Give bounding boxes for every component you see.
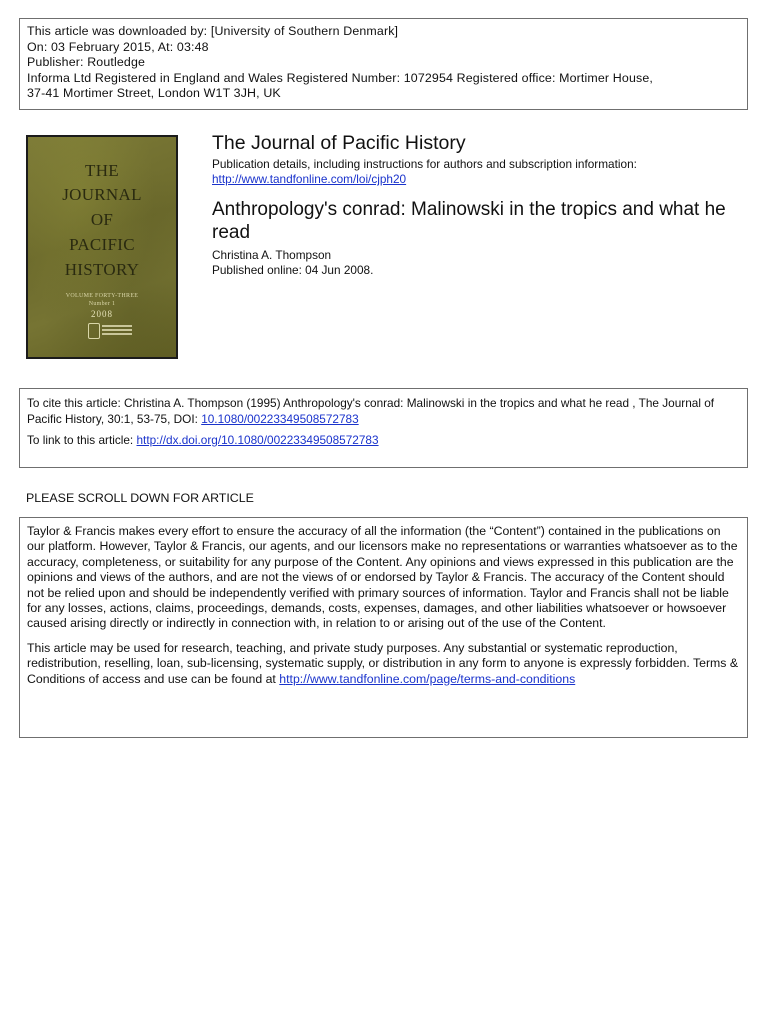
publication-details [212, 157, 637, 187]
cover-year: 2008 [91, 309, 113, 319]
cover-title-line-5: HISTORY [64, 260, 140, 279]
scroll-down-notice: PLEASE SCROLL DOWN FOR ARTICLE [26, 491, 254, 505]
disclaimer-paragraph: Taylor & Francis makes every effort to ensure the accuracy of all the information (the “Content”) contained in the publications on our platform. However, Taylor & Francis, our agents, and our licensors make no representations or warranties whatsoever as to the accuracy, completeness, or suitability for any purpose of the Content. Any opinions and views expressed in this publication are the opinions and views of the authors, and are not the views of or endorsed by Taylor & Francis. The accuracy of the Content should not be relied upon and should be independently verified with primary sources of information. Taylor and Francis shall not be liable for any losses, actions, claims, proceedings, demands, costs, expenses, damages, and other liabilities whatsoever or howsoever caused arising directly or indirectly in connection with, in relation to or arising out of the use of the Content. [27, 524, 738, 631]
doi-link[interactable]: 10.1080/00223349508572783 [201, 412, 359, 426]
cite-paragraph [27, 395, 740, 427]
article-title: Anthropology's conrad: Malinowski in the tropics and what he read [212, 199, 726, 243]
cover-title-line-4: PACIFIC [69, 235, 135, 254]
download-info-box [19, 18, 748, 110]
usage-terms-paragraph [27, 641, 740, 687]
cover-number-text: Number 1 [88, 301, 116, 307]
published-online-date: Published online: 04 Jun 2008. [212, 263, 374, 277]
registration-line: Informa Ltd Registered in England and Wales Registered Number: 1072954 Registered office: Mortimer House, [27, 70, 653, 85]
publisher-logo-icon [88, 323, 100, 339]
terms-and-conditions-link[interactable]: http://www.tandfonline.com/page/terms-and-conditions [279, 671, 576, 686]
cover-title-line-2: JOURNAL [62, 185, 142, 204]
link-label: To link to this article: [27, 433, 137, 447]
cite-text: To cite this article: Christina A. Thompson (1995) Anthropology's conrad: Malinowski in the tropics and what he read , The Journal of Pacific History, 30:1, 53-75, DOI: [27, 396, 715, 426]
link-paragraph [27, 432, 740, 448]
disclaimer-box [19, 517, 748, 738]
cover-title-line-1: THE [85, 161, 119, 180]
usage-terms-text: This article may be used for research, teaching, and private study purposes. Any substantial or systematic reproduction, redistribution, reselling, loan, sub-licensing, systematic supply, or distribution in any form to anyone is expressly forbidden. Terms & Conditions of access and use can be found at [27, 640, 739, 686]
address-line: 37-41 Mortimer Street, London W1T 3JH, UK [27, 86, 281, 100]
author-block [212, 248, 373, 278]
download-date-line: On: 03 February 2015, At: 03:48 [27, 39, 209, 54]
citation-box [19, 388, 748, 468]
publisher-logo-wordmark [102, 325, 132, 327]
downloaded-by-line: This article was downloaded by: [University of Southern Denmark] [27, 24, 399, 38]
journal-cover-image [26, 135, 178, 359]
author-name: Christina A. Thompson [212, 248, 332, 262]
article-doi-url-link[interactable]: http://dx.doi.org/10.1080/00223349508572783 [136, 433, 379, 447]
journal-name: The Journal of Pacific History [212, 132, 466, 154]
publication-details-text: Publication details, including instructions for authors and subscription information: [212, 157, 637, 171]
journal-url-link[interactable]: http://www.tandfonline.com/loi/cjph20 [212, 172, 407, 186]
cover-volume-text: VOLUME FORTY-THREE [65, 293, 139, 299]
cover-title-line-3: OF [90, 210, 114, 229]
publisher-line: Publisher: Routledge [27, 55, 146, 69]
